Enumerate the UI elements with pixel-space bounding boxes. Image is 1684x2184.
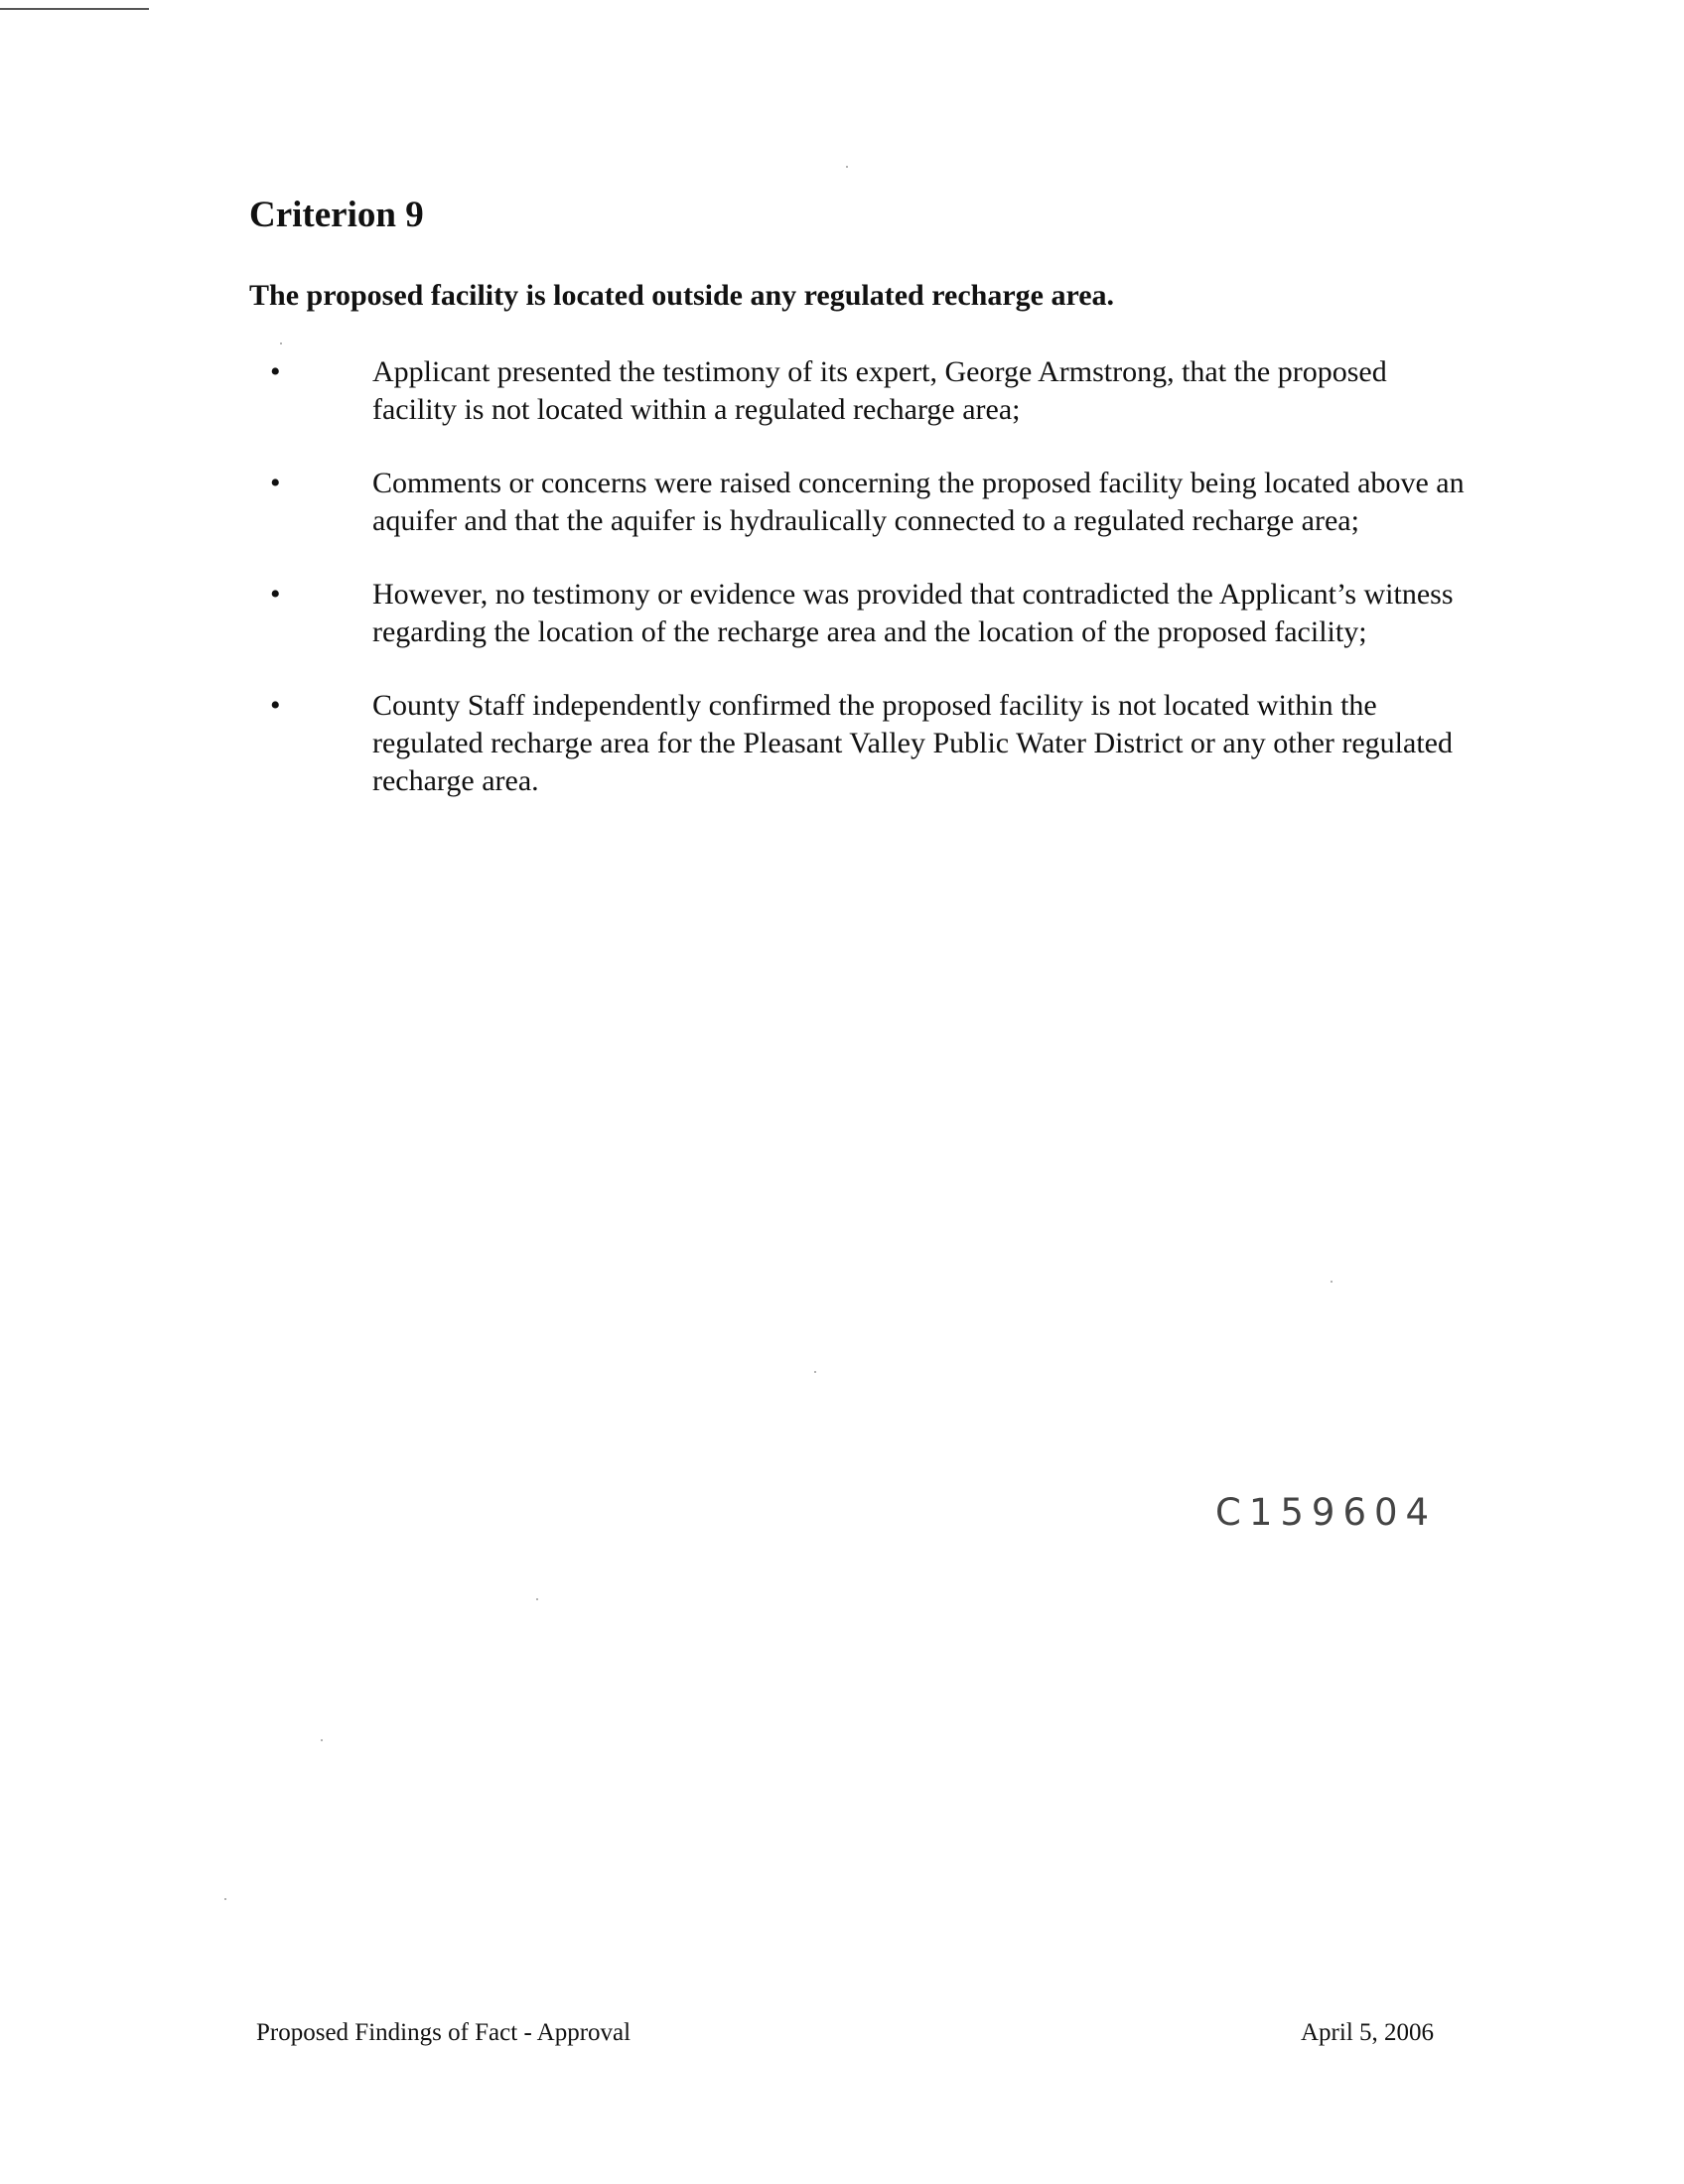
bullet-icon: • <box>270 578 281 611</box>
finding-text: Comments or concerns were raised concerning the proposed facility being located above an aquifer and that the aquifer is hydraulically connected to a regulated recharge area; <box>372 467 1465 537</box>
scan-speck <box>846 166 848 168</box>
criterion-statement: The proposed facility is located outside any regulated recharge area. <box>249 279 1115 312</box>
bullet-icon: • <box>270 689 281 722</box>
finding-item <box>270 576 1491 651</box>
scan-speck <box>224 1898 226 1900</box>
criterion-heading: Criterion 9 <box>249 195 424 235</box>
finding-text: Applicant presented the testimony of its expert, George Armstrong, that the proposed facility is not located within a regulated recharge area; <box>372 355 1387 426</box>
document-stamp-number: C159604 <box>1215 1491 1438 1534</box>
findings-list <box>270 353 1491 836</box>
bullet-icon: • <box>270 355 281 388</box>
scan-edge-line <box>0 8 149 10</box>
finding-item <box>270 465 1491 540</box>
scan-speck <box>814 1371 816 1373</box>
footer-document-title: Proposed Findings of Fact - Approval <box>256 2019 632 2046</box>
finding-text: However, no testimony or evidence was provided that contradicted the Applicant’s witness regarding the location of the recharge area and the location of the proposed facility; <box>372 578 1454 648</box>
scan-speck <box>1331 1281 1333 1283</box>
scan-speck <box>321 1739 323 1741</box>
finding-text: County Staff independently confirmed the proposed facility is not located within the regulated recharge area for the Pleasant Valley Public Water District or any other regulated recharge area. <box>372 689 1453 797</box>
scan-speck <box>280 342 282 344</box>
finding-item <box>270 687 1491 800</box>
bullet-icon: • <box>270 467 281 499</box>
footer-date: April 5, 2006 <box>1301 2019 1435 2046</box>
scan-speck <box>536 1598 538 1600</box>
finding-item <box>270 353 1491 429</box>
